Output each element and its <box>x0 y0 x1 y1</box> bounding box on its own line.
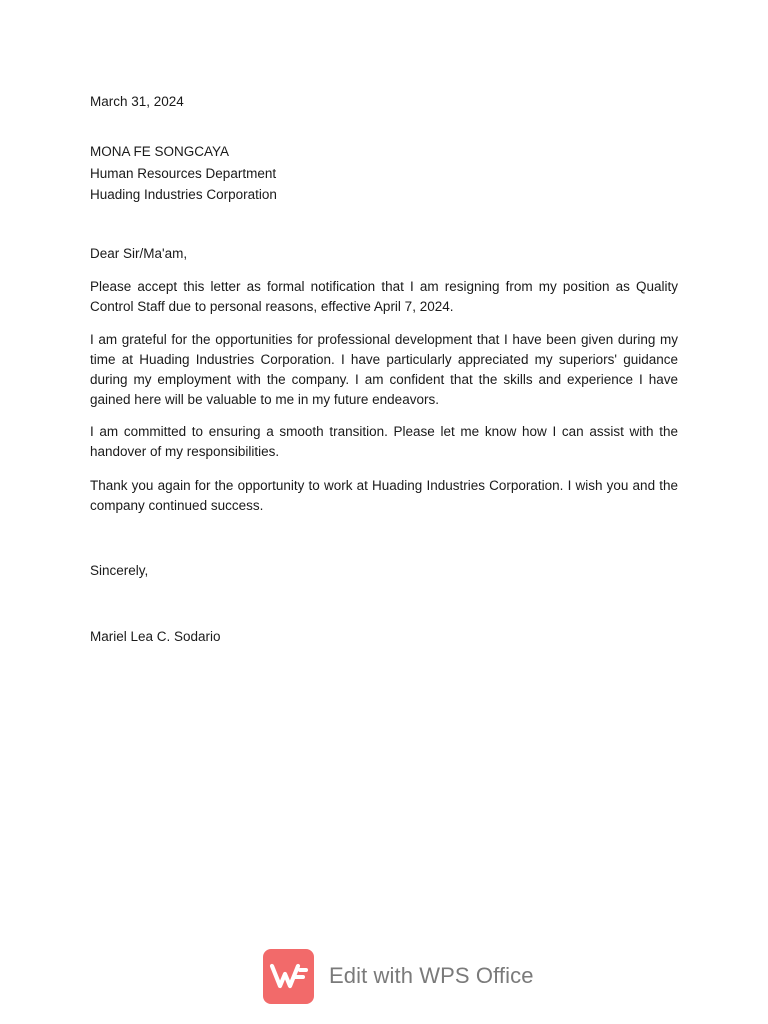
recipient-department: Human Resources Department <box>90 166 277 181</box>
body-paragraph: I am committed to ensuring a smooth transition. Please let me know how I can assist with the handover of my responsibilities. <box>90 424 678 459</box>
edit-with-wps-button[interactable] <box>263 948 534 1004</box>
body-paragraph: I am grateful for the opportunities for professional development that I have been given during my time at Huading Industries Corporation. I have particularly appreciated my superiors' guidance during my employment with the company. I am confident that the skills and experience I have gained here will be valuable to me in my future endeavors. <box>90 332 678 407</box>
recipient-company: Huading Industries Corporation <box>90 187 277 202</box>
recipient-name: MONA FE SONGCAYA <box>90 144 230 159</box>
wps-badge-label: Edit with WPS Office <box>329 963 534 988</box>
body-paragraph: Thank you again for the opportunity to work at Huading Industries Corporation. I wish you and the company continued success. <box>90 478 678 513</box>
signature-name: Mariel Lea C. Sodario <box>90 629 221 644</box>
wps-logo-icon <box>263 949 314 1004</box>
body-paragraph: Please accept this letter as formal notification that I am resigning from my position as Quality Control Staff due to personal reasons, effective April 7, 2024. <box>90 279 678 314</box>
salutation: Dear Sir/Ma'am, <box>90 246 188 261</box>
letter-date: March 31, 2024 <box>90 94 184 109</box>
closing: Sincerely, <box>90 563 149 578</box>
